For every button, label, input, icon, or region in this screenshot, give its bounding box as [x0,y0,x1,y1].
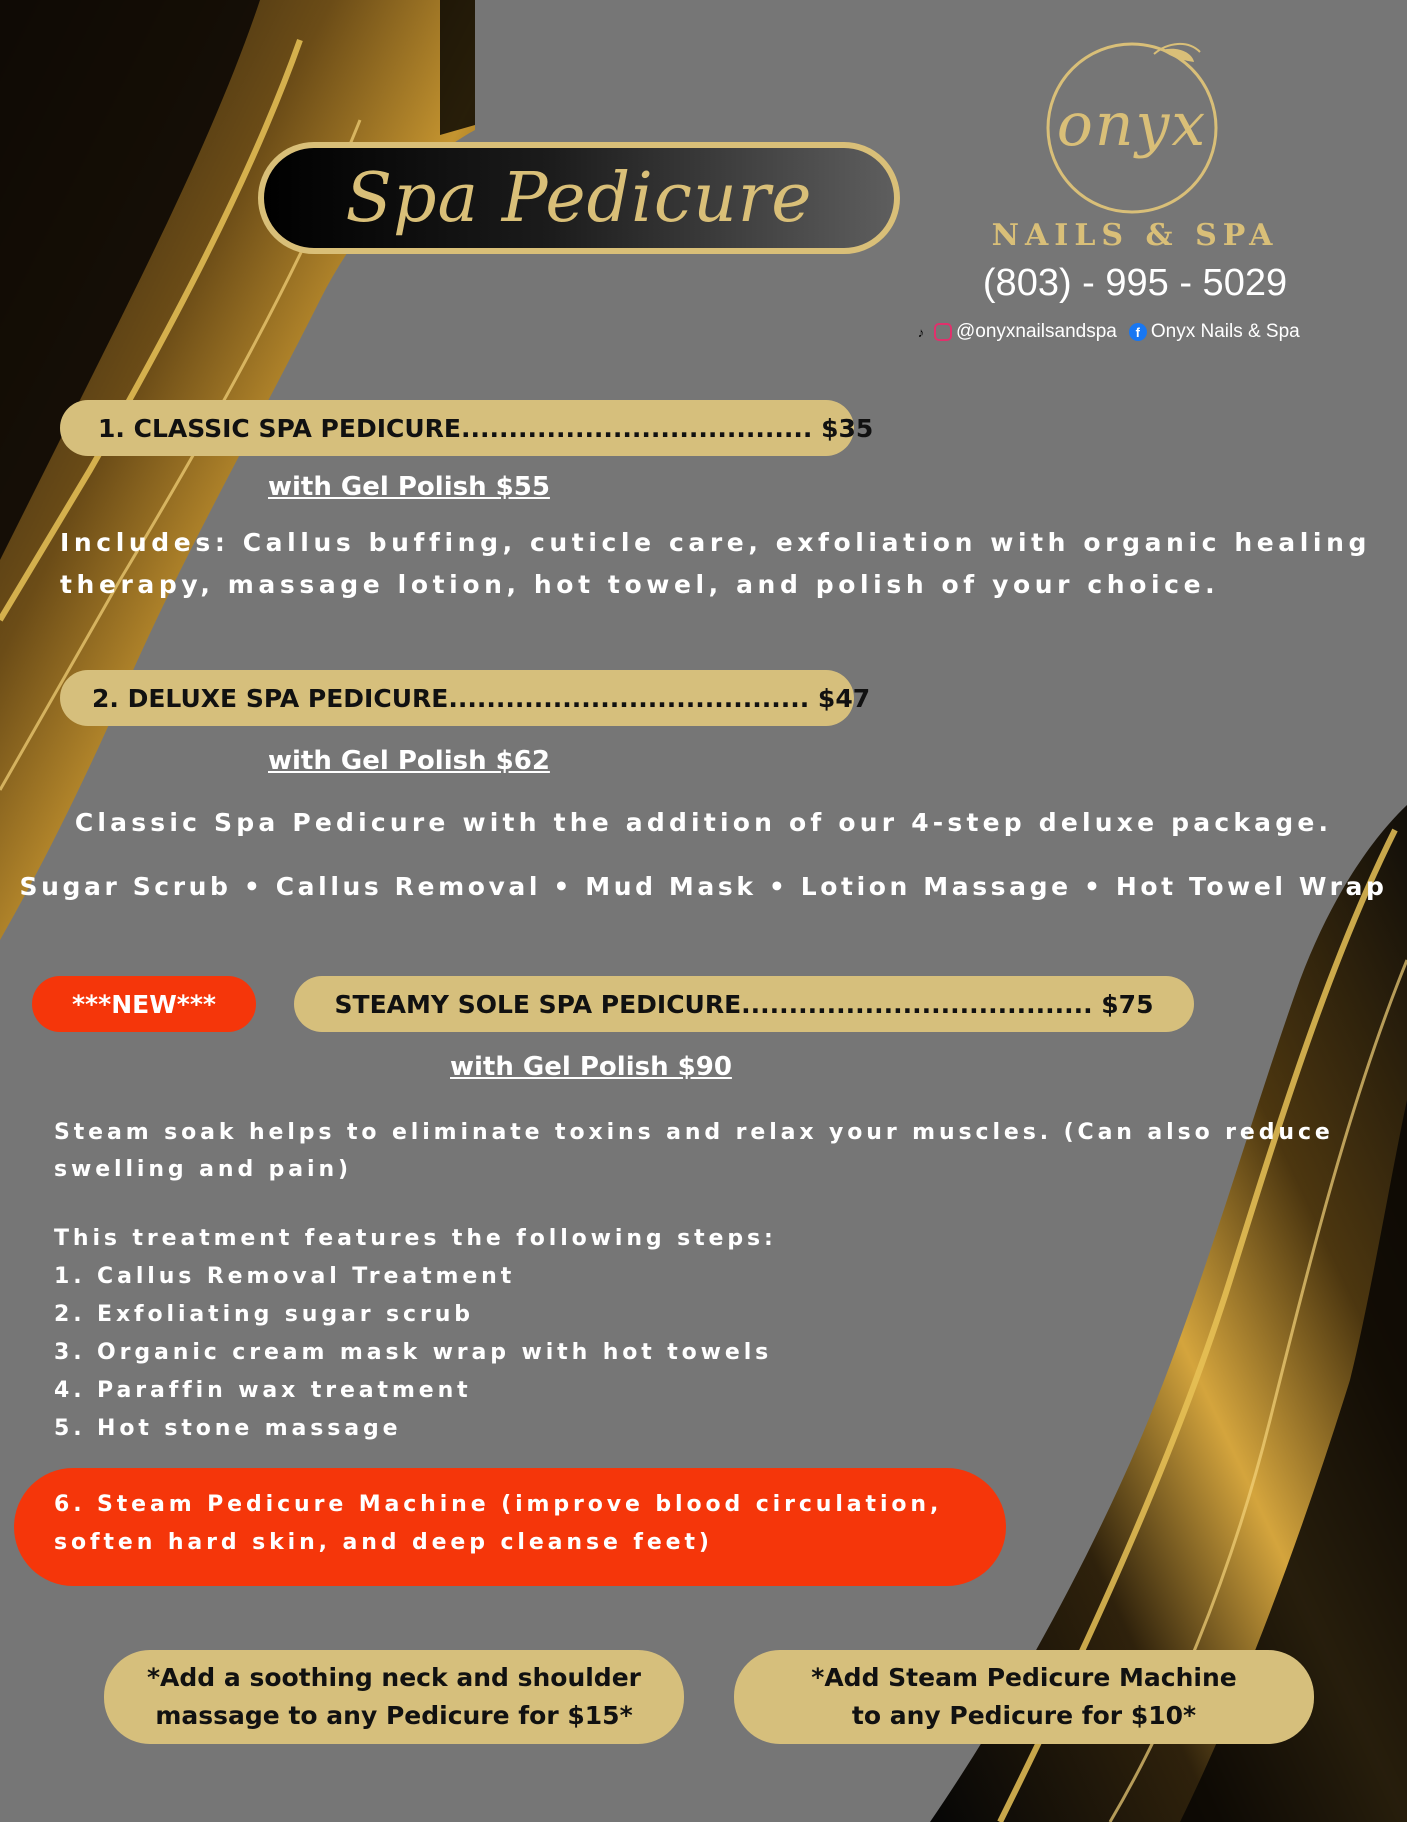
service-steamy-gel-price: with Gel Polish $90 [450,1052,732,1082]
highlight-step-line-2: soften hard skin, and deep cleanse feet) [54,1530,713,1555]
service-steamy-price: STEAMY SOLE SPA PEDICURE..................................... $75 [294,976,1194,1032]
service-deluxe-price: 2. DELUXE SPA PEDICURE...................................... $47 [60,670,854,726]
page-title: Spa Pedicure [345,158,813,238]
service-deluxe-steps: Sugar Scrub • Callus Removal • Mud Mask • Lotion Massage • Hot Towel Wrap [19,872,1388,901]
facebook-icon: f [1129,323,1147,341]
service-classic-description-line-2: therapy, massage lotion, hot towel, and polish of your choice. [60,570,1220,599]
service-steamy-description-line-2: swelling and pain) [54,1157,352,1182]
service-classic-gel-price: with Gel Polish $55 [268,472,550,502]
steps-intro: This treatment features the following steps: [54,1226,777,1251]
service-deluxe-description: Classic Spa Pedicure with the addition of our 4-step deluxe package. [74,808,1333,837]
instagram-handle: @onyxnailsandspa [956,321,1117,342]
brand-logo: onyx [1056,90,1208,160]
addon-neck-massage: *Add a soothing neck and shoulder massage to any Pedicure for $15* [104,1650,684,1744]
service-steamy-description-line-1: Steam soak helps to eliminate toxins and relax your muscles. (Can also reduce [54,1120,1334,1145]
highlight-step-box [14,1468,1006,1586]
tiktok-icon: ♪ [917,324,925,340]
addon-steam-machine: *Add Steam Pedicure Machine to any Pedicure for $10* [734,1650,1314,1744]
instagram-icon [934,323,952,341]
service-deluxe-gel-price: with Gel Polish $62 [268,746,550,776]
step-item: 4. Paraffin wax treatment [54,1378,472,1403]
highlight-step-line-1: 6. Steam Pedicure Machine (improve blood circulation, [54,1492,943,1517]
title-banner [258,142,900,254]
service-classic-price: 1. CLASSIC SPA PEDICURE..................................... $35 [60,400,854,456]
social-links [912,318,1352,346]
phone-number: (803) - 995 - 5029 [982,262,1288,304]
service-classic-description-line-1: Includes: Callus buffing, cuticle care, exfoliation with organic healing [60,528,1371,557]
step-item: 2. Exfoliating sugar scrub [54,1302,474,1327]
new-badge: ***NEW*** [32,976,256,1032]
step-item: 1. Callus Removal Treatment [54,1264,516,1289]
step-item: 5. Hot stone massage [54,1416,402,1441]
step-item: 3. Organic cream mask wrap with hot towels [54,1340,773,1365]
brand-subtitle: NAILS & SPA [991,218,1279,253]
facebook-name: Onyx Nails & Spa [1150,321,1300,342]
